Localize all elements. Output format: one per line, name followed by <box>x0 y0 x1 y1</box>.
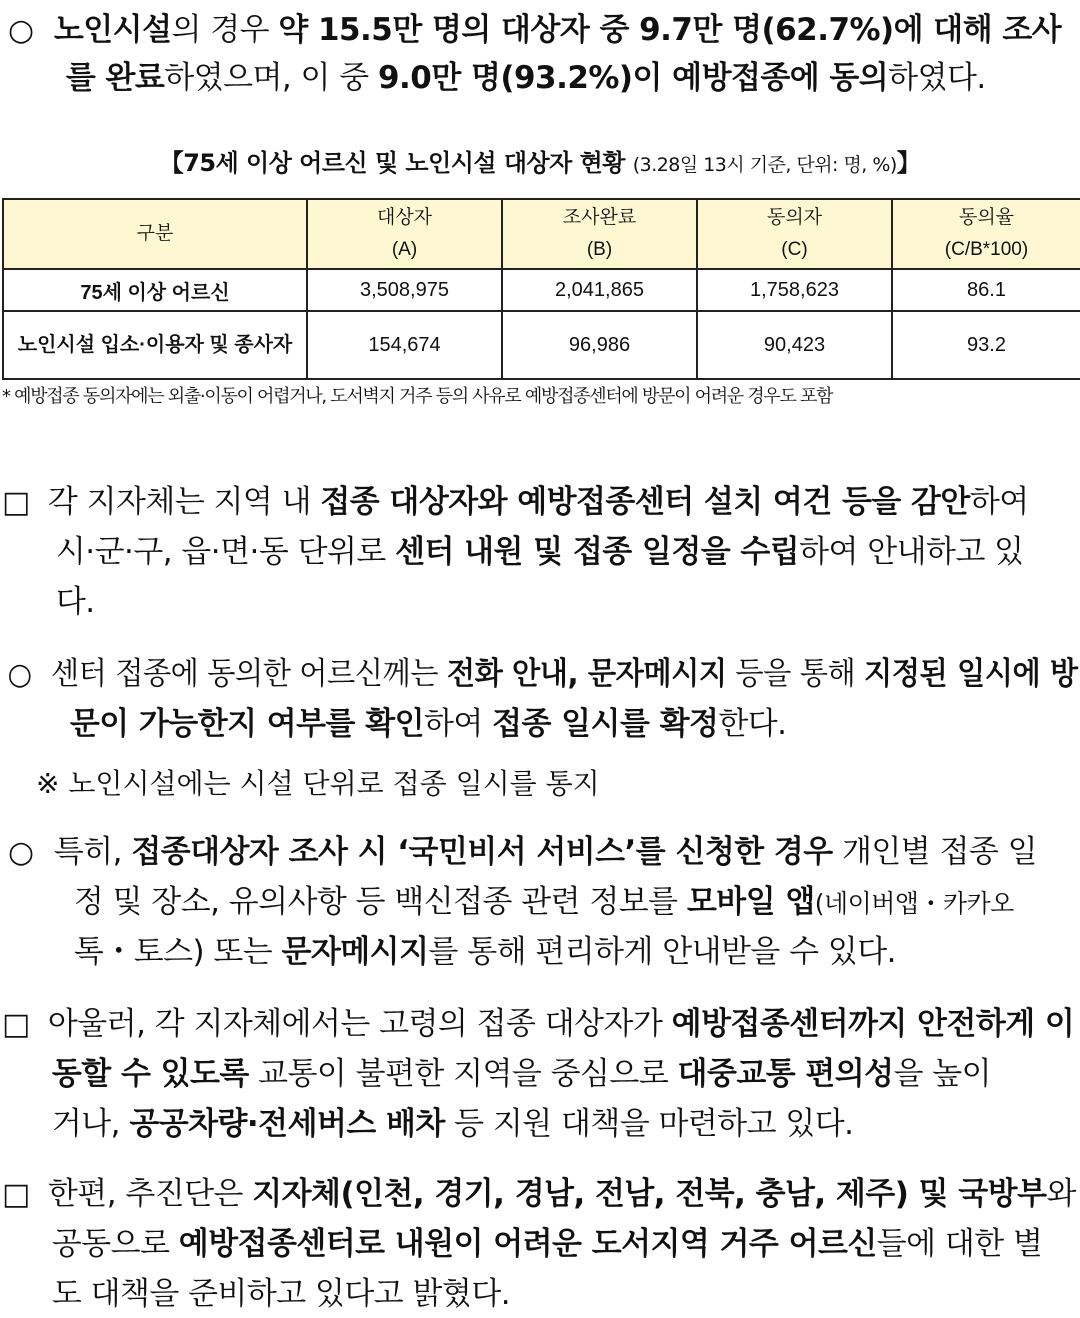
text: 등을 통해 <box>726 656 865 692</box>
text: 의 경우 <box>171 12 279 48</box>
text-bold: 9.0만 명(93.2%)이 예방접종에 동의 <box>378 60 889 96</box>
text: 특히, <box>53 834 132 870</box>
header-consent-rate: 동의율 (C/B*100) <box>892 199 1080 269</box>
caption-subtitle: (3.28일 13시 기준, 단위: 명, %) <box>632 154 897 176</box>
header-target: 대상자 (A) <box>307 199 502 269</box>
cell-surveyed: 2,041,865 <box>502 269 697 311</box>
text: 공동으로 <box>51 1226 179 1262</box>
text-bold: 모바일 앱 <box>686 884 815 920</box>
square-bullet-icon: □ <box>1 485 30 520</box>
table-row <box>3 311 1080 379</box>
cell-rate: 86.1 <box>892 269 1080 311</box>
text: 정 및 장소, 유의사항 등 백신접종 관련 정보를 <box>73 884 687 920</box>
cell-consented: 90,423 <box>697 311 892 379</box>
caption-close: 】 <box>896 149 921 177</box>
text: 톡・토스) 또는 <box>73 934 282 970</box>
paragraph-center-vaccination <box>0 650 1080 748</box>
text-bold: 노인시설 <box>53 12 172 48</box>
text-bold: 예방접종센터까지 안전하게 이 <box>671 1006 1075 1042</box>
table-caption <box>1 143 1079 178</box>
text: 등 지원 대책을 마련하고 있다. <box>444 1106 854 1142</box>
circle-bullet-icon: ○ <box>7 657 32 692</box>
text: 교통이 불편한 지역을 중심으로 <box>248 1056 678 1092</box>
circle-bullet-icon: ○ <box>7 835 34 870</box>
cell-consented: 1,758,623 <box>697 269 892 311</box>
text: 하여 안내하고 있 <box>799 534 1024 570</box>
paragraph-senior-facilities <box>0 6 1080 102</box>
text-bold: 접종 일시를 확정 <box>492 706 719 742</box>
text: 거나, <box>51 1106 130 1142</box>
stats-table <box>2 198 1080 380</box>
table-row <box>3 269 1080 311</box>
text: 하였으며, 이 중 <box>164 60 379 96</box>
text: 각 지자체는 지역 내 <box>47 484 321 520</box>
text: 한다. <box>718 706 787 742</box>
text: 하여 <box>423 706 493 742</box>
text-bold: 지정된 일시에 방 <box>864 656 1078 692</box>
table-header-row <box>3 199 1080 269</box>
table-footnote: * 예방접종 동의자에는 외출·이동이 어렵거나, 도서벽지 거주 등의 사유로 예방접종센터에 방문이 어려운 경우도 포함 <box>2 386 833 407</box>
cell-rate: 93.2 <box>892 311 1080 379</box>
text-bold: 전화 안내, 문자메시지 <box>446 656 727 692</box>
text: 하여 <box>969 484 1029 520</box>
row-label: 75세 이상 어르신 <box>3 269 307 311</box>
square-bullet-icon: □ <box>1 1177 30 1212</box>
text: 를 통해 편리하게 안내받을 수 있다. <box>428 934 896 970</box>
text: 다. <box>55 584 95 620</box>
paragraph-local-governments <box>0 478 1080 626</box>
text-bold: 를 완료 <box>65 60 165 96</box>
text: 개인별 접종 일 <box>832 834 1038 870</box>
text: (네이버앱・카카오 <box>814 889 1014 918</box>
text-bold: 대중교통 편의성 <box>677 1056 894 1092</box>
text: 들에 대한 별 <box>876 1226 1043 1262</box>
text: 와 <box>1046 1176 1076 1212</box>
facility-note: ※ 노인시설에는 시설 단위로 접종 일시를 통지 <box>36 767 600 800</box>
paragraph-transportation <box>0 1000 1080 1148</box>
text-bold: 문이 가능한지 여부를 확인 <box>69 706 424 742</box>
text-bold: 지자체(인천, 경기, 경남, 전남, 전북, 충남, 제주) 및 국방부 <box>252 1176 1047 1212</box>
text-bold: 동할 수 있도록 <box>51 1056 249 1092</box>
text-bold: 문자메시지 <box>281 934 429 970</box>
text: 을 높이 <box>893 1056 992 1092</box>
text: 한편, 추진단은 <box>47 1176 253 1212</box>
text-bold: 공공차량·전세버스 배차 <box>129 1106 445 1142</box>
text-bold: 약 15.5만 명의 대상자 중 9.7만 명(62.7%)에 대해 조사 <box>278 12 1062 48</box>
paragraph-national-secretary <box>0 828 1080 976</box>
text: 도 대책을 준비하고 있다고 밝혔다. <box>51 1276 511 1312</box>
text-bold: 접종대상자 조사 시 ‘국민비서 서비스’를 신청한 경우 <box>131 834 833 870</box>
text: 아울러, 각 지자체에서는 고령의 접종 대상자가 <box>47 1006 672 1042</box>
text-bold: 접종 대상자와 예방접종센터 설치 여건 등을 감안 <box>320 484 970 520</box>
circle-bullet-icon: ○ <box>7 13 34 48</box>
cell-target: 154,674 <box>307 311 502 379</box>
cell-target: 3,508,975 <box>307 269 502 311</box>
row-label: 노인시설 입소·이용자 및 종사자 <box>3 311 307 379</box>
paragraph-island-residents <box>0 1170 1080 1318</box>
text-bold: 센터 내원 및 접종 일정을 수립 <box>395 534 800 570</box>
header-category: 구분 <box>3 199 307 269</box>
header-consented: 동의자 (C) <box>697 199 892 269</box>
caption-title: 【75세 이상 어르신 및 노인시설 대상자 현황 <box>159 149 633 177</box>
square-bullet-icon: □ <box>1 1007 30 1042</box>
header-surveyed: 조사완료 (B) <box>502 199 697 269</box>
text-bold: 예방접종센터로 내원이 어려운 도서지역 거주 어르신 <box>178 1226 877 1262</box>
text: 하였다. <box>888 60 986 96</box>
text: 시·군·구, 읍·면·동 단위로 <box>55 534 396 570</box>
text: 센터 접종에 동의한 어르신께는 <box>50 656 447 692</box>
cell-surveyed: 96,986 <box>502 311 697 379</box>
